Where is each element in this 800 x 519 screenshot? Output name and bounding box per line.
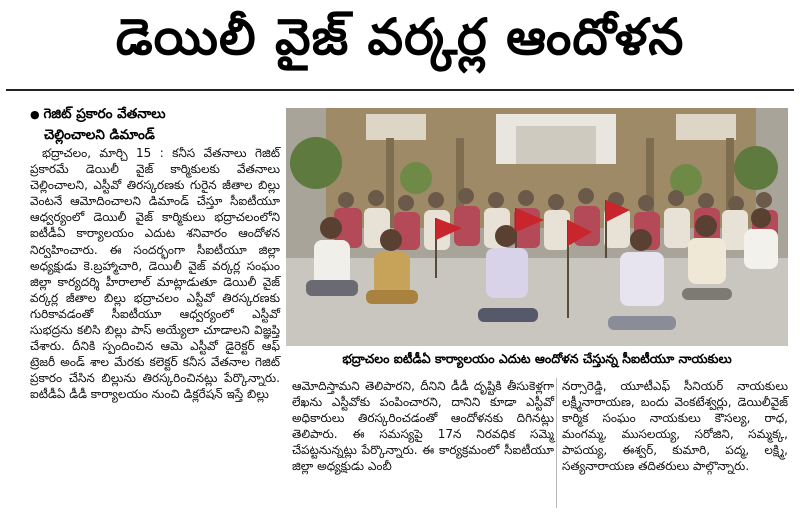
body-column-left [30, 145, 280, 403]
body-text-left: భద్రాచలం, మార్చి 15 : కనీస వేతనాలు గెజిట్ ప్రకారమే డెయిలీ వైజ్ కార్మికులకు వేతనాలు చెల్లించాలని, ఎస్టీవో తిరస్కరణకు గురైన జీతాల బిల్లు వెంటనే ఆమోదించాలని డిమాండ్ చేస్తూ సీఐటీయూ ఆధ్వర్యంలో డెయిలీ వైజ్ కార్మికులు భద్రాచలంలోని ఐటీడీఏ కార్యాలయం ఎదుట శనివారం ఆందోళన నిర్వహించారు. ఈ సందర్భంగా సీఐటీయూ జిల్లా అధ్యక్షుడు కె.బ్రహ్మాచారి, డెయిలీ వైజ్ వర్కర్ల సంఘం జిల్లా కార్యదర్శి హీరాలాల్ మాట్లాడుతూ డెయిలీ వైజ్ వర్కర్ల జీతాల బిల్లు భద్రాచలం ఎస్టీవో తిరస్కరణకు గురికావడంతో సీఐటీయూ ఆధ్వర్యంలో ఎస్టీవో సుభద్రను కలిసి బిల్లు పాస్ అయ్యేలా చూడాలని విజ్ఞప్తి చేశారు. దీనికి స్పందించిన ఆమె ఎస్టీవో డైరెక్టర్ ఆఫ్ ట్రెజరీ అండ్ శాల మేరకు కలెక్టర్ కనీస వేతనాల గెజిట్ ప్రకారం చేసిన బిల్లును తిరస్కరించినట్లు పేర్కొన్నారు. ఐటీడీఏ డీడీ కార్యాలయం నుంచి డిక్లరేషన్ ఇస్తే బిల్లు [30, 146, 280, 402]
subheadline [30, 104, 270, 146]
body-column-middle [292, 378, 554, 475]
headline: డెయిలీ వైజ్ వర్కర్ల ఆందోళన [115, 7, 685, 66]
subheadline-line2: చెల్లించాలని డిమాండ్ [44, 127, 155, 143]
subheadline-line1: ● గెజిట్ ప్రకారం వేతనాలు [30, 104, 270, 125]
body-text-middle: ఆమోదిస్తామని తెలిపారని, దీనిని డీడీ దృష్టికి తీసుకెళ్లగా లేఖను ఎస్టీవోకు పంపించారని, దానిని కూడా ఎస్టీవో అధికారులు తిరస్కరించడంతో ఆందోళనకు దిగినట్లు తెలిపారు. ఈ సమస్యపై 17న నిరవధిక సమ్మె చేపట్టనున్నట్లు పేర్కొన్నారు. ఈ కార్యక్రమంలో సీఐటీయూ జిల్లా అధ్యక్షుడు ఎంబీ [292, 379, 554, 474]
body-text-right: నర్సారెడ్డి, యూటీఎఫ్ సీనియర్ నాయకులు లక్ష్మీనారాయణ, బందు వెంకటేశ్వర్లు, డెయిలీవైజ్ కార్మిక సంఘం నాయకులు కౌసల్య, రాధ, మంగమ్మ, ముసలయ్య, సరోజిని, సమ్మక్క, పాపయ్య, ఈశ్వర్, కుమారి, పద్మ, లక్ష్మి, సత్యనారాయణ తదితరులు పాల్గొన్నారు. [562, 379, 788, 474]
protest-photo-illustration [286, 108, 788, 346]
body-column-right [562, 378, 788, 475]
photo-caption: భద్రాచలం ఐటీడీఏ కార్యాలయం ఎదుట ఆందోళన చేస్తున్న సీఐటీయూ నాయకులు [342, 350, 732, 366]
column-divider [556, 378, 557, 508]
headline-rule [6, 89, 794, 91]
news-photo [286, 108, 788, 346]
